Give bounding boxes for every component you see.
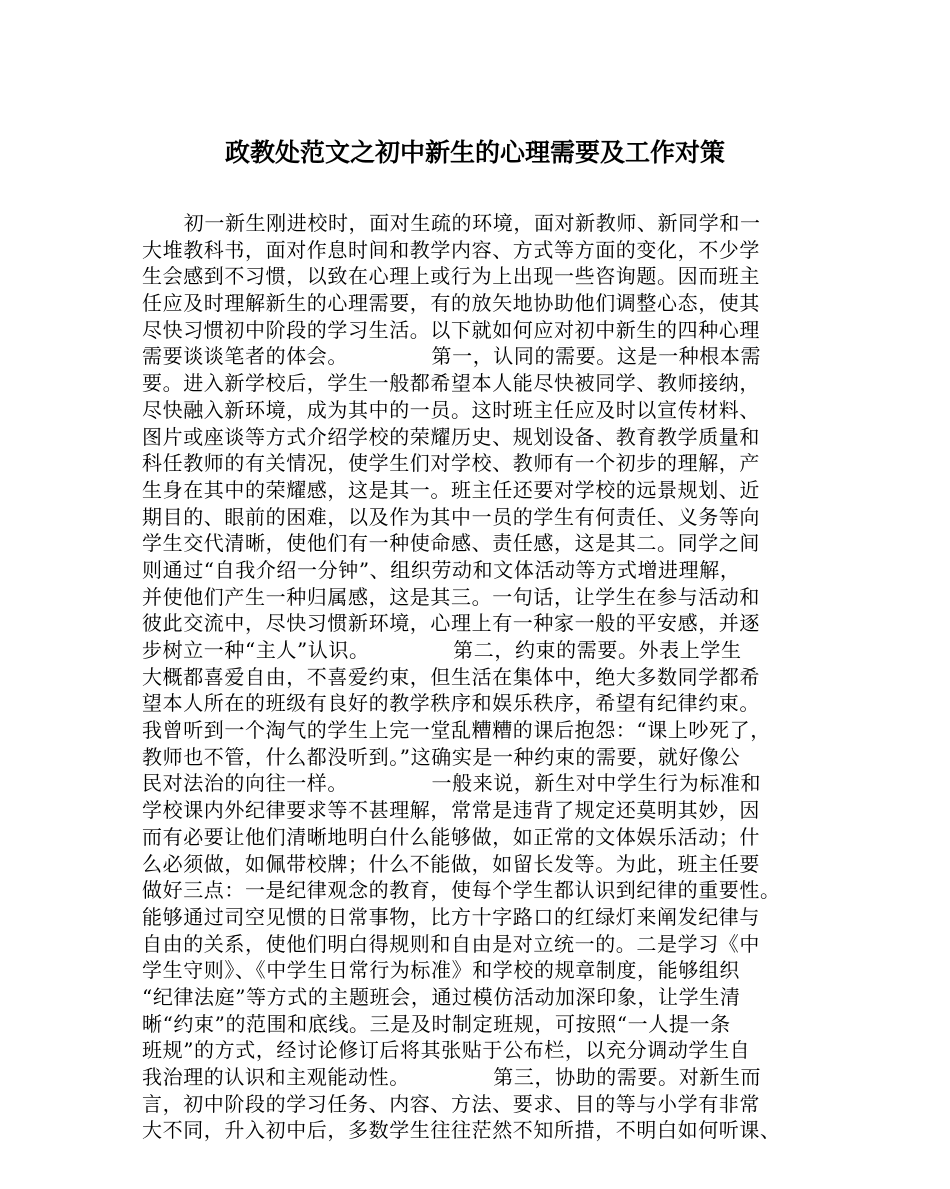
body-text-line: 班规”的方式，经讨论修订后将其张贴于公布栏，以充分调动学生自 (142, 1038, 751, 1063)
body-text-line: 尽快习惯初中阶段的学习生活。以下就如何应对初中新生的四种心理 (142, 317, 760, 342)
body-text-line: 图片或座谈等方式介绍学校的荣耀历史、规划设备、教育教学质量和 (142, 424, 760, 449)
body-text-line: 教师也不管，什么都没听到。”这确实是一种约束的需要，就好像公 (142, 744, 741, 769)
body-text-line: 晰“约束”的范围和底线。三是及时制定班规，可按照“一人提一条 (142, 1011, 731, 1036)
body-text-line: 期目的、眼前的困难，以及作为其中一员的学生有何责任、义务等向 (142, 504, 760, 529)
body-text-line: 望本人所在的班级有良好的教学秩序和娱乐秩序，希望有纪律约束。 (142, 691, 760, 716)
body-text-line: 任应及时理解新生的心理需要，有的放矢地协助他们调整心态，使其 (142, 291, 760, 316)
body-text-line: 学校课内外纪律要求等不甚理解，常常是违背了规定还莫明其妙，因 (142, 798, 760, 823)
body-text-line: 并使他们产生一种归属感，这是其三。一句话，让学生在参与活动和 (142, 584, 760, 609)
body-text-line: 我曾听到一个淘气的学生上完一堂乱糟糟的课后抱怨：“课上吵死了， (142, 718, 771, 743)
body-text-line: 步树立一种“主人”认识。 第二，约束的需要。外表上学生 (142, 638, 742, 662)
body-text-line: 尽快融入新环境，成为其中的一员。这时班主任应及时以宣传材料、 (142, 397, 760, 422)
body-text-line: 生身在其中的荣耀感，这是其一。班主任还要对学校的远景规划、近 (142, 477, 760, 502)
body-text-line: 言，初中阶段的学习任务、内容、方法、要求、目的等与小学有非常 (142, 1091, 760, 1116)
document-body (142, 210, 822, 1144)
body-text-line: 大不同，升入初中后，多数学生往往茫然不知所措，不明白如何听课、 (142, 1118, 781, 1143)
body-text-line: 做好三点：一是纪律观念的教育，使每个学生都认识到纪律的重要性。 (142, 878, 781, 903)
body-text-line: 而有必要让他们清晰地明白什么能够做，如正常的文体娱乐活动；什 (142, 824, 760, 849)
body-text-line: 要。进入新学校后，学生一般都希望本人能尽快被同学、教师接纳， (142, 371, 760, 396)
document-title: 政教处范文之初中新生的心理需要及工作对策 (224, 138, 725, 167)
body-text-line: 大堆教科书，面对作息时间和教学内容、方式等方面的变化，不少学 (142, 237, 760, 262)
body-text-line: 彼此交流中，尽快习惯新环境，心理上有一种家一般的平安感，并逐 (142, 611, 760, 636)
body-text-line: 大概都喜爱自由，不喜爱约束，但生活在集体中，绝大多数同学都希 (142, 664, 760, 689)
body-text-line: 则通过“自我介绍一分钟”、组织劳动和文体活动等方式增进理解， (142, 557, 741, 582)
body-text-line: 么必须做，如佩带校牌；什么不能做，如留长发等。为此，班主任要 (142, 851, 760, 876)
body-text-line: 学生守则》、《中学生日常行为标准》和学校的规章制度，能够组织 (142, 958, 740, 983)
body-text-line: 需要谈谈笔者的体会。 第一，认同的需要。这是一种根本需 (142, 344, 762, 369)
body-text-line: 能够通过司空见惯的日常事物，比方十字路口的红绿灯来阐发纪律与 (142, 904, 760, 929)
body-text-line: 初一新生刚进校时，面对生疏的环境，面对新教师、新同学和一 (142, 211, 761, 235)
body-text-line: 学生交代清晰，使他们有一种使命感、责任感，这是其二。同学之间 (142, 531, 760, 556)
body-text-line: 我治理的认识和主观能动性。 第三，协助的需要。对新生而 (142, 1065, 762, 1089)
body-text-line: 自由的关系，使他们明白得规则和自由是对立统一的。二是学习《中 (142, 931, 760, 956)
body-text-line: 民对法治的向往一样。 一般来说，新生对中学生行为标准和 (142, 771, 762, 796)
body-text-line: 生会感到不习惯，以致在心理上或行为上出现一些咨询题。因而班主 (142, 264, 760, 289)
body-text-line: 科任教师的有关情况，使学生们对学校、教师有一个初步的理解，产 (142, 451, 760, 476)
body-text-line: “纪律法庭”等方式的主题班会，通过模仿活动加深印象，让学生清 (142, 984, 741, 1009)
